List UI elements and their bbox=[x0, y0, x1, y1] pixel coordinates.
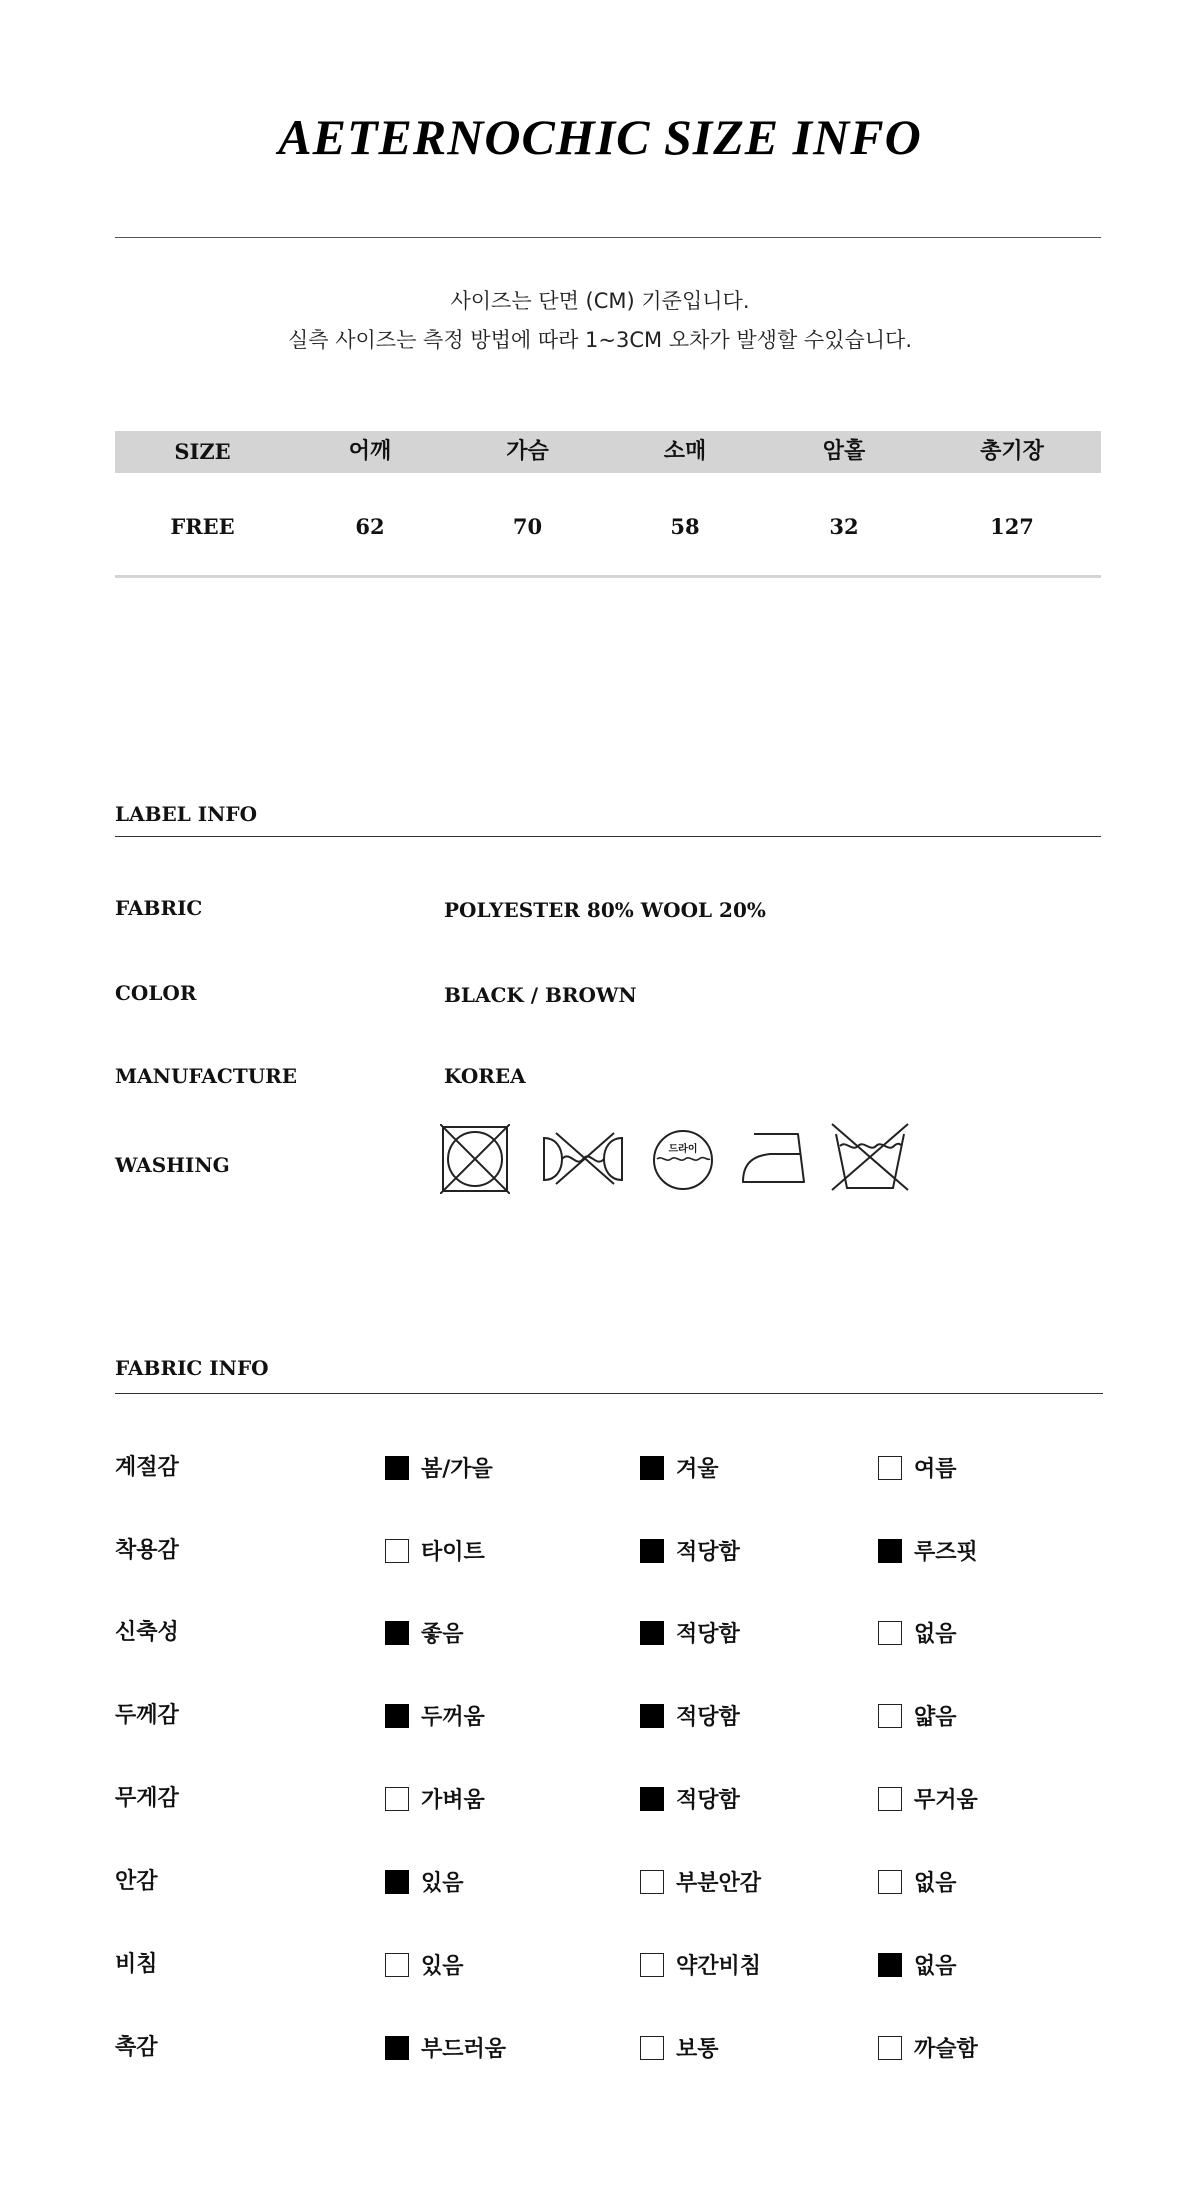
fabric-option-label: 봄/가을 bbox=[421, 1457, 493, 1482]
fabric-option-label: 루즈핏 bbox=[914, 1540, 978, 1565]
checked-box-icon bbox=[640, 1787, 664, 1811]
fabric-option bbox=[385, 1617, 464, 1648]
title-divider bbox=[115, 237, 1101, 238]
fabric-option bbox=[385, 1452, 493, 1483]
unchecked-box-icon bbox=[878, 1621, 902, 1645]
fabric-attribute-label: 안감 bbox=[115, 1869, 158, 1894]
manufacture-label: MANUFACTURE bbox=[115, 1064, 298, 1088]
dry-clean-icon bbox=[652, 1129, 714, 1191]
checked-box-icon bbox=[640, 1539, 664, 1563]
page-title: AETERNOCHIC SIZE INFO bbox=[278, 109, 922, 165]
fabric-option bbox=[385, 1535, 485, 1566]
checked-box-icon bbox=[385, 1621, 409, 1645]
size-table-header bbox=[115, 431, 1101, 473]
fabric-attribute-label: 촉감 bbox=[115, 2035, 158, 2060]
fabric-option-label: 얇음 bbox=[914, 1705, 957, 1730]
size-header-cell: SIZE bbox=[174, 439, 231, 464]
size-header-cell: 가슴 bbox=[506, 439, 549, 464]
fabric-option-label: 까슬함 bbox=[914, 2037, 978, 2062]
label-info-title: LABEL INFO bbox=[115, 802, 258, 826]
fabric-label: FABRIC bbox=[115, 896, 203, 920]
fabric-option-label: 가벼움 bbox=[421, 1788, 485, 1813]
fabric-option-label: 부분안감 bbox=[676, 1871, 762, 1896]
fabric-option bbox=[640, 1452, 719, 1483]
fabric-attribute-label: 무게감 bbox=[115, 1786, 179, 1811]
unchecked-box-icon bbox=[385, 1539, 409, 1563]
fabric-option bbox=[385, 2032, 506, 2063]
fabric-option-label: 적당함 bbox=[676, 1705, 740, 1730]
checked-box-icon bbox=[878, 1539, 902, 1563]
fabric-option bbox=[878, 1535, 978, 1566]
do-not-wash-icon bbox=[830, 1122, 910, 1192]
checked-box-icon bbox=[640, 1456, 664, 1480]
size-header-cell: 총기장 bbox=[980, 439, 1044, 464]
checked-box-icon bbox=[385, 1704, 409, 1728]
unchecked-box-icon bbox=[640, 1953, 664, 1977]
fabric-attribute-label: 계절감 bbox=[115, 1455, 179, 1480]
dry-clean-circle-icon bbox=[652, 1129, 714, 1191]
fabric-option bbox=[878, 1452, 957, 1483]
do-not-wring-icon bbox=[540, 1130, 626, 1188]
checked-box-icon bbox=[385, 1870, 409, 1894]
dry-clean-label: 드라이 bbox=[668, 1144, 698, 1155]
fabric-attribute-label: 착용감 bbox=[115, 1538, 179, 1563]
fabric-option-label: 좋음 bbox=[421, 1622, 464, 1647]
unchecked-box-icon bbox=[385, 1953, 409, 1977]
fabric-attribute-label: 비침 bbox=[115, 1952, 158, 1977]
checked-box-icon bbox=[640, 1621, 664, 1645]
checked-box-icon bbox=[878, 1953, 902, 1977]
unchecked-box-icon bbox=[640, 1870, 664, 1894]
fabric-attribute-label: 두께감 bbox=[115, 1703, 179, 1728]
unchecked-box-icon bbox=[878, 1870, 902, 1894]
fabric-option bbox=[640, 1617, 740, 1648]
size-cell: 127 bbox=[990, 514, 1034, 539]
unchecked-box-icon bbox=[878, 1704, 902, 1728]
unchecked-box-icon bbox=[878, 1456, 902, 1480]
checked-box-icon bbox=[385, 1456, 409, 1480]
fabric-option-label: 부드러움 bbox=[421, 2037, 507, 2062]
size-header-cell: 어깨 bbox=[348, 439, 392, 464]
fabric-option-label: 겨울 bbox=[676, 1457, 719, 1482]
fabric-option bbox=[878, 1617, 957, 1648]
fabric-option bbox=[878, 1866, 957, 1897]
checked-box-icon bbox=[640, 1704, 664, 1728]
size-header-cell: 소매 bbox=[663, 439, 707, 464]
fabric-option bbox=[640, 1783, 740, 1814]
color-value: BLACK / BROWN bbox=[444, 983, 637, 1007]
checked-box-icon bbox=[385, 2036, 409, 2060]
fabric-option bbox=[640, 1535, 740, 1566]
size-cell: 58 bbox=[670, 514, 700, 539]
manufacture-value: KOREA bbox=[444, 1064, 526, 1088]
label-info-divider bbox=[115, 836, 1101, 837]
unchecked-box-icon bbox=[640, 2036, 664, 2060]
fabric-option-label: 보통 bbox=[676, 2037, 719, 2062]
washing-label: WASHING bbox=[115, 1153, 230, 1177]
fabric-option bbox=[385, 1783, 485, 1814]
fabric-option-label: 있음 bbox=[421, 1954, 464, 1979]
iron-icon bbox=[740, 1130, 808, 1186]
size-cell: FREE bbox=[170, 514, 235, 539]
unchecked-box-icon bbox=[878, 2036, 902, 2060]
fabric-option bbox=[878, 1949, 957, 1980]
size-cell: 70 bbox=[512, 514, 543, 539]
fabric-info-title: FABRIC INFO bbox=[115, 1356, 269, 1380]
fabric-option-label: 없음 bbox=[914, 1871, 957, 1896]
fabric-option-label: 타이트 bbox=[421, 1540, 485, 1565]
fabric-option bbox=[878, 1700, 957, 1731]
fabric-option-label: 두꺼움 bbox=[421, 1705, 485, 1730]
fabric-option-label: 무거움 bbox=[914, 1788, 978, 1813]
size-cell: 62 bbox=[355, 514, 385, 539]
fabric-option bbox=[640, 1700, 740, 1731]
fabric-option bbox=[640, 1949, 761, 1980]
fabric-option-label: 약간비침 bbox=[676, 1954, 762, 1979]
fabric-option bbox=[385, 1700, 485, 1731]
fabric-option bbox=[385, 1949, 464, 1980]
fabric-option-label: 없음 bbox=[914, 1622, 957, 1647]
size-table-bottom-rule bbox=[115, 575, 1101, 578]
unchecked-box-icon bbox=[385, 1787, 409, 1811]
fabric-option-label: 적당함 bbox=[676, 1540, 740, 1565]
fabric-value: POLYESTER 80% WOOL 20% bbox=[444, 898, 766, 922]
no-tumble-dry-icon bbox=[440, 1124, 510, 1194]
fabric-option-label: 여름 bbox=[914, 1457, 957, 1482]
fabric-option-label: 없음 bbox=[914, 1954, 957, 1979]
size-notes bbox=[0, 282, 1200, 360]
fabric-attribute-label: 신축성 bbox=[115, 1620, 179, 1645]
fabric-option bbox=[385, 1866, 464, 1897]
fabric-info-divider bbox=[115, 1393, 1103, 1394]
fabric-option bbox=[878, 2032, 978, 2063]
size-header-cell: 암홀 bbox=[822, 439, 866, 464]
unchecked-box-icon bbox=[878, 1787, 902, 1811]
fabric-option bbox=[878, 1783, 978, 1814]
size-note-line: 사이즈는 단면 (CM) 기준입니다. bbox=[450, 289, 750, 313]
size-note-line: 실측 사이즈는 측정 방법에 따라 1~3CM 오차가 발생할 수있습니다. bbox=[287, 328, 913, 352]
fabric-option-label: 적당함 bbox=[676, 1788, 740, 1813]
fabric-option-label: 적당함 bbox=[676, 1622, 740, 1647]
size-cell: 32 bbox=[829, 514, 859, 539]
fabric-option bbox=[640, 1866, 761, 1897]
fabric-option-label: 있음 bbox=[421, 1871, 464, 1896]
fabric-option bbox=[640, 2032, 719, 2063]
size-table-row bbox=[115, 500, 1101, 554]
color-label: COLOR bbox=[115, 981, 197, 1005]
